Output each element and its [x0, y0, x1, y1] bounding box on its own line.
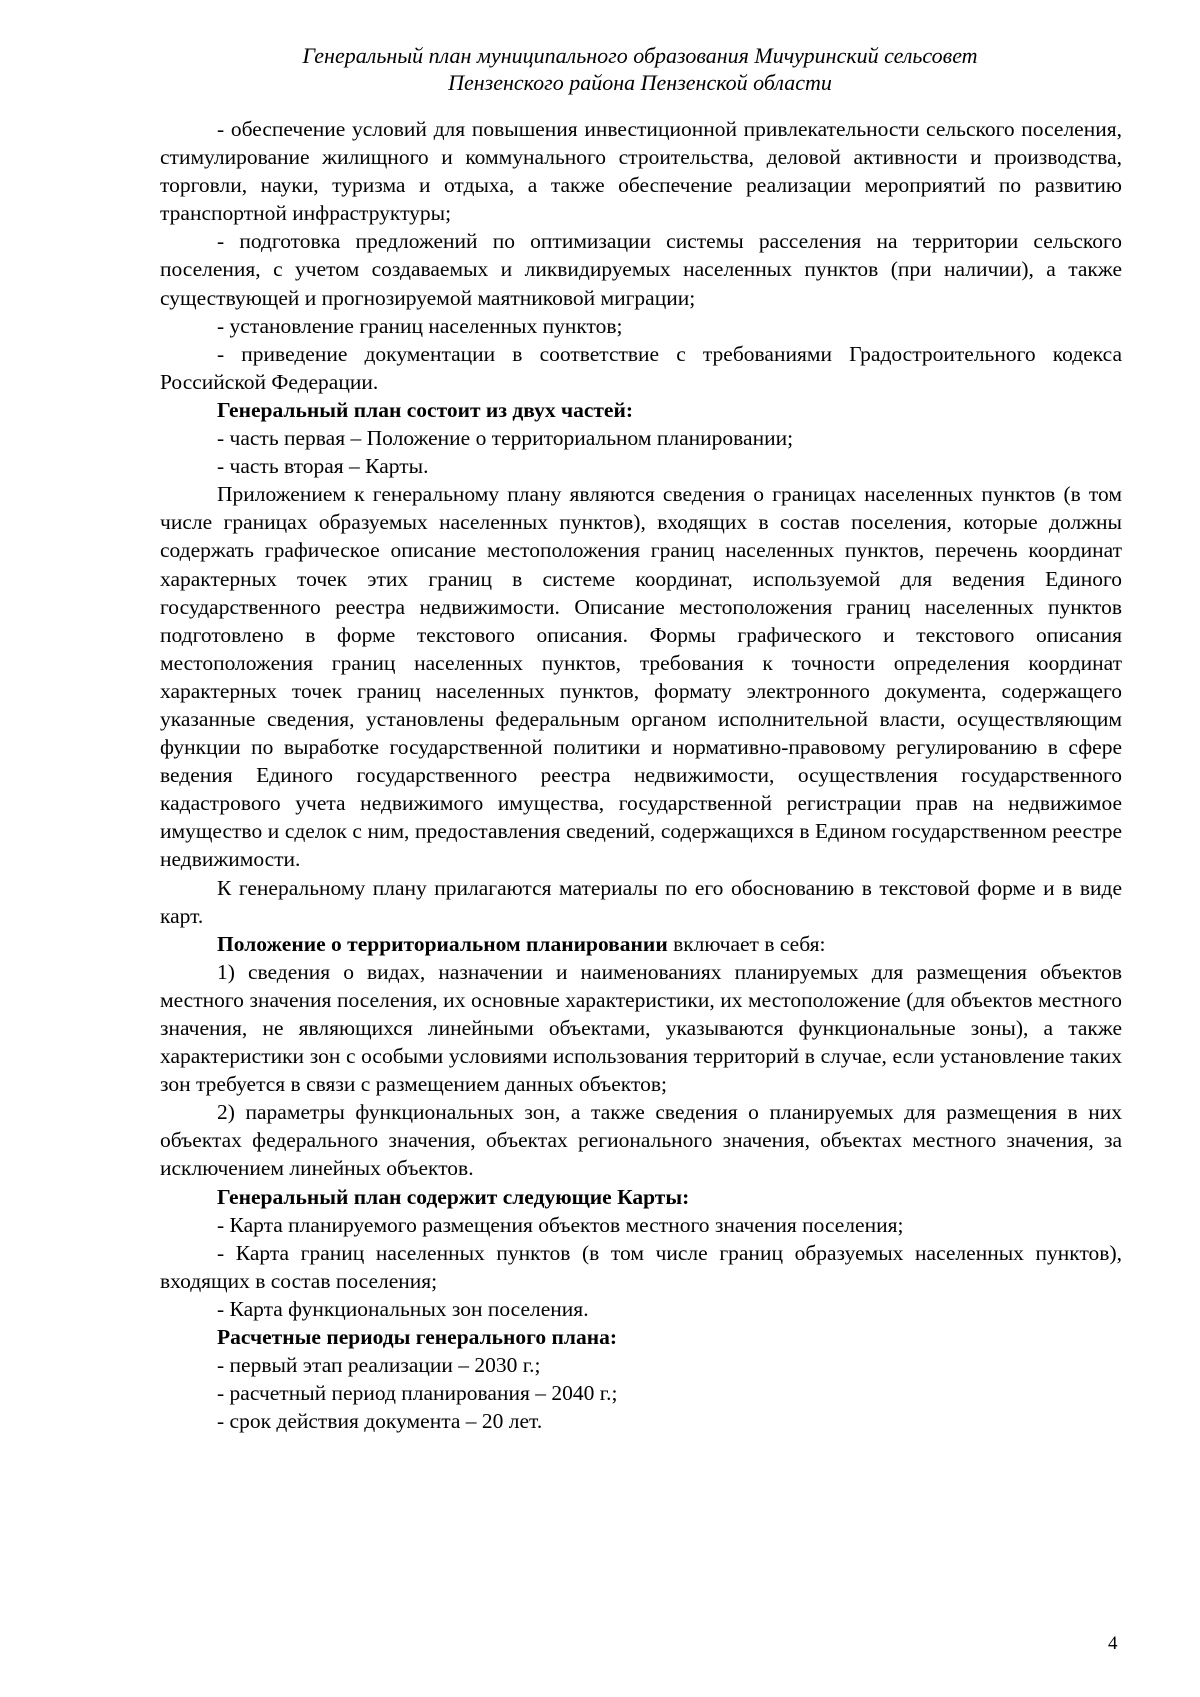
paragraph-materials: К генеральному плану прилагаются материалы по его обоснованию в текстовой форме и в виде карт. [160, 875, 1122, 928]
paragraph-period-3: - срок действия документа – 20 лет. [217, 1409, 543, 1434]
heading-periods [160, 1323, 1122, 1351]
paragraph-item-1: 1) сведения о видах, назначении и наименованиях планируемых для размещения объектов местного значения поселения, их основные характеристики, их местоположение (для объектов местного значения, не являющихся линейными объектами, указываются функциональные зоны), а также характеристики зон с особыми условиями использования территорий в случае, если установление таких зон требуется в связи с размещением данных объектов; [160, 959, 1122, 1097]
heading-maps [160, 1183, 1122, 1211]
heading-territorial-planning-rest: включает в себя: [667, 931, 826, 956]
header-line-1: Генеральный план муниципального образования Мичуринский сельсовет [302, 43, 978, 68]
heading-plan-parts [160, 396, 1122, 424]
paragraph-part-two: - часть вторая – Карты. [217, 454, 429, 479]
heading-territorial-planning-bold: Положение о территориальном планировании [217, 931, 668, 956]
heading-maps-text: Генеральный план содержит следующие Карты: [217, 1184, 690, 1209]
page-number: 4 [1108, 1633, 1118, 1654]
paragraph-item-2: 2) параметры функциональных зон, а также сведения о планируемых для размещения в них объектах федерального значения, объектах регионального значения, объектах местного значения, за исключением линейных объектов. [160, 1100, 1122, 1181]
heading-plan-parts-text: Генеральный план состоит из двух частей: [217, 397, 634, 422]
paragraph-investment: - обеспечение условий для повышения инвестиционной привлекательности сельского поселения, стимулирование жилищного и коммунального строительства, деловой активности и производства, торговли, науки, туризма и отдыха, а также обеспечение реализации мероприятий по развитию транспортной инфраструктуры; [160, 117, 1122, 226]
page-header [160, 42, 1120, 96]
document-body [160, 115, 1122, 1435]
paragraph-settlement: - подготовка предложений по оптимизации системы расселения на территории сельского поселения, с учетом создаваемых и ликвидируемых населенных пунктов (при наличии), а также существующей и прогнозируемой маятниковой миграции; [160, 229, 1122, 310]
heading-periods-text: Расчетные периоды генерального плана: [217, 1325, 618, 1350]
paragraph-period-2: - расчетный период планирования – 2040 г.; [217, 1381, 618, 1406]
paragraph-part-one: - часть первая – Положение о территориальном планировании; [217, 426, 794, 451]
paragraph-compliance: - приведение документации в соответствие с требованиями Градостроительного кодекса Российской Федерации. [160, 341, 1122, 394]
paragraph-map-3: - Карта функциональных зон поселения. [217, 1296, 589, 1321]
paragraph-period-1: - первый этап реализации – 2030 г.; [217, 1353, 541, 1378]
paragraph-appendix: Приложением к генеральному плану являются сведения о границах населенных пунктов (в том числе границах образуемых населенных пунктов), входящих в состав поселения, которые должны содержать графическое описание местоположения границ населенных пунктов, перечень координат характерных точек этих границ в системе координат, используемой для ведения Единого государственного реестра недвижимости. Описание местоположения границ населенных пунктов подготовлено в форме текстового описания. Формы графического и текстового описания местоположения границ населенных пунктов, требования к точности определения координат характерных точек границ населенных пунктов, формату электронного документа, содержащего указанные сведения, установлены федеральным органом исполнительной власти, осуществляющим функции по выработке государственной политики и нормативно-правовому регулированию в сфере ведения Единого государственного реестра недвижимости, осуществления государственного кадастрового учета недвижимого имущества, государственной регистрации прав на недвижимое имущество и сделок с ним, предоставления сведений, содержащихся в Едином государственном реестре недвижимости. [160, 482, 1122, 872]
paragraph-map-1: - Карта планируемого размещения объектов местного значения поселения; [217, 1212, 904, 1237]
header-line-2: Пензенского района Пензенской области [448, 70, 832, 95]
paragraph-borders: - установление границ населенных пунктов; [217, 313, 623, 338]
paragraph-map-2: - Карта границ населенных пунктов (в том числе границ образуемых населенных пунктов), входящих в состав поселения; [160, 1240, 1122, 1293]
heading-territorial-planning [160, 930, 1122, 958]
